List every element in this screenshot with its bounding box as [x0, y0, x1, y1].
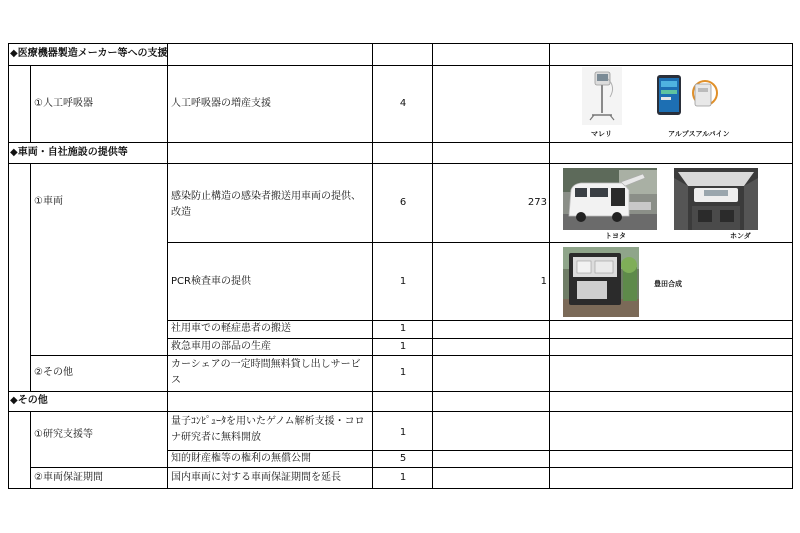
- table-border-bottom: [8, 488, 793, 489]
- section-heading: ◆その他: [10, 395, 48, 406]
- pcr-vehicle-icon: [563, 247, 639, 317]
- description-cell: 救急車用の部品の生産: [171, 341, 271, 352]
- count-cell: 1: [399, 367, 407, 378]
- van-interior-icon: [674, 168, 758, 230]
- description-cell: 国内車両に対する車両保証期間を延長: [171, 472, 341, 483]
- table-border-top: [8, 43, 793, 44]
- row-sep: [8, 411, 793, 412]
- ventilator-icon: [582, 67, 622, 125]
- description-cell: 知的財産権等の権利の無償公開: [171, 453, 311, 464]
- description-cell: 感染防止構造の感染者搬送用車両の提供、改造: [171, 191, 361, 218]
- amount-cell: 1: [540, 276, 547, 287]
- category-label: ①人工呼吸器: [34, 98, 93, 109]
- row-sep: [167, 242, 793, 243]
- row-sep: [30, 355, 793, 356]
- photo-caption: トヨタ: [605, 232, 626, 240]
- category-label: ②その他: [34, 367, 73, 378]
- count-cell: 1: [399, 323, 407, 334]
- row-sep: [8, 142, 793, 143]
- photo-caption: マレリ: [591, 130, 612, 138]
- col-sep-category: [30, 66, 31, 143]
- amount-cell: 273: [527, 197, 547, 208]
- col-sep-category: [30, 164, 31, 392]
- row-sep: [167, 320, 793, 321]
- count-cell: 5: [399, 453, 407, 464]
- transport-van-icon: [563, 168, 657, 230]
- photo-caption: 豊田合成: [654, 280, 682, 288]
- photo-caption: アルプスアルパイン: [668, 130, 730, 138]
- row-sep: [8, 65, 793, 66]
- count-cell: 1: [399, 276, 407, 287]
- count-cell: 1: [399, 472, 407, 483]
- section-heading: ◆車両・自社施設の提供等: [10, 147, 128, 158]
- section-heading: ◆医療機器製造メーカー等への支援: [10, 48, 168, 59]
- description-cell: 量子ｺﾝﾋﾟｭｰﾀを用いたゲノム解析支援・コロナ研究者に無料開放: [171, 416, 365, 443]
- table-border-right: [792, 43, 793, 489]
- row-sep: [167, 450, 793, 451]
- support-table: [8, 43, 793, 489]
- col-sep-category: [30, 412, 31, 489]
- row-sep: [30, 467, 793, 468]
- ventilator-monitor-icon: [655, 69, 719, 127]
- category-label: ①研究支援等: [34, 429, 93, 440]
- count-cell: 1: [399, 341, 407, 352]
- category-label: ①車両: [34, 196, 63, 207]
- count-cell: 6: [399, 197, 407, 208]
- description-cell: 社用車での軽症患者の搬送: [171, 323, 291, 334]
- count-cell: 1: [399, 427, 407, 438]
- row-sep: [8, 391, 793, 392]
- col-sep-description: [167, 43, 168, 489]
- description-cell: 人工呼吸器の増産支援: [171, 98, 271, 109]
- table-border-left: [8, 43, 9, 489]
- description-cell: カーシェアの一定時間無料貸し出しサービス: [171, 359, 361, 386]
- col-sep-photo: [549, 43, 550, 489]
- count-cell: 4: [399, 98, 407, 109]
- photo-caption: ホンダ: [730, 232, 751, 240]
- category-label: ②車両保証期間: [34, 472, 103, 483]
- description-cell: PCR検査車の提供: [171, 276, 251, 287]
- row-sep: [8, 163, 793, 164]
- row-sep: [167, 338, 793, 339]
